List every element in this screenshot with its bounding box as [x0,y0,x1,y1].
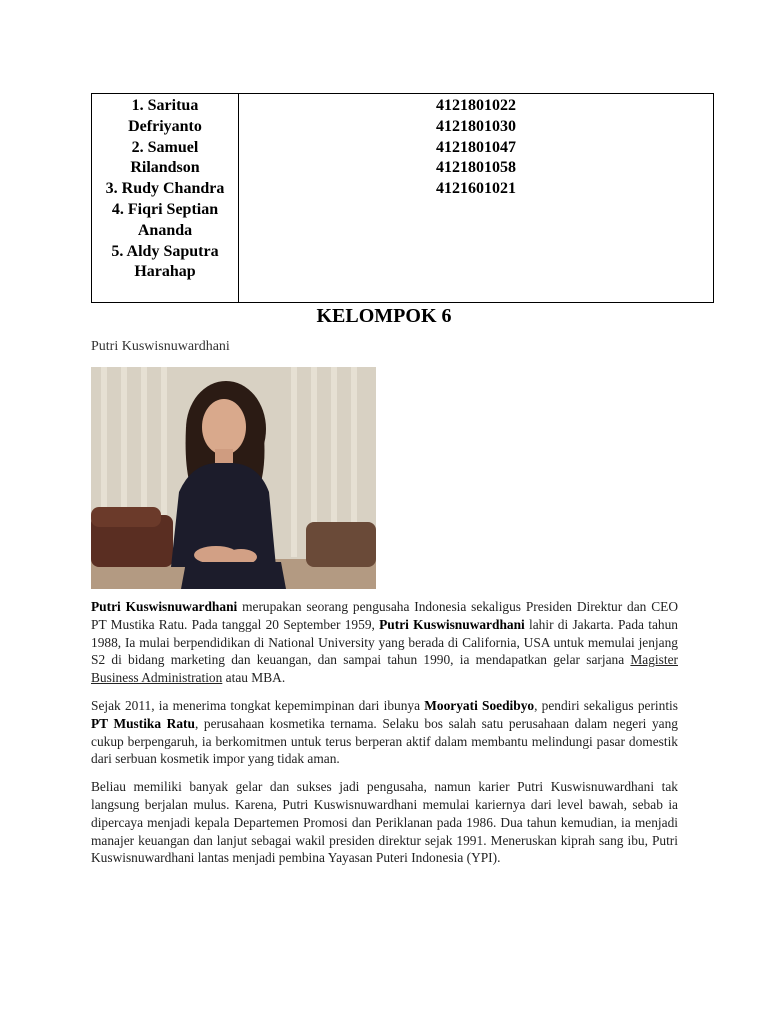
portrait-photo [91,367,376,589]
paragraph-text: merupakan seorang pengusaha Indonesia sekaligus Presiden Direktur dan CEO PT Mustika Ratu. Pada tanggal 20 September 1959, [91,599,678,632]
subject-name: Putri Kuswisnuwardhani [91,339,230,354]
member-name: 3. Rudy Chandra [105,180,225,198]
portrait-photo-icon [91,367,376,589]
biography-text [91,598,678,877]
person-name: Putri Kuswisnuwardhani [379,616,525,632]
member-id: 4121801030 [436,117,516,135]
paragraph-1 [91,598,678,687]
member-name: 2. Samuel Rilandson [130,138,200,177]
member-id: 4121801047 [436,138,516,156]
member-id: 4121801022 [436,97,516,114]
member-name: 1. Saritua Defriyanto [128,97,202,135]
table-row [92,94,714,303]
member-name: 5. Aldy Saputra Harahap [111,242,219,281]
member-names-cell [92,94,239,303]
paragraph-text: lahir di Jakarta. Pada tahun 1988, Ia mulai berpendidikan di National University yang berada di California, USA untuk memulai jenjang S2 di bidang marketing dan keuangan, dan sampai tahun 1990, ia mendapatkan gelar sarjana [91,616,678,668]
paragraph-text: Sejak 2011, ia menerima tongkat kepemimpinan dari ibunya [91,697,425,713]
group-title: KELOMPOK 6 [316,305,452,327]
member-id: 4121801058 [436,159,516,177]
member-ids-cell [239,94,714,303]
members-table [91,93,714,303]
paragraph-text: , perusahaan kosmetika ternama. Selaku bos salah satu perusahaan dalam negeri yang cukup berpengaruh, ia berkomitmen untuk terus berperan aktif dalam membantu melindungi pasar domestik dari serbuan kosmetik impor yang tidak aman. [91,715,678,767]
paragraph-text: , pendiri sekaligus perintis [534,697,678,713]
member-name: 4. Fiqri Septian Ananda [111,200,219,239]
member-id: 4121601021 [436,180,516,198]
person-name: Putri Kuswisnuwardhani [91,599,238,614]
paragraph-3: Beliau memiliki banyak gelar dan sukses jadi pengusaha, namun karier Putri Kuswisnuwardhani tak langsung berjalan mulus. Karena, Putri Kuswisnuwardhani memulai kariernya dari level bawah, sebab ia dipercaya menjadi kepala Departemen Promosi dan Periklanan pada 1986. Dua tahun kemudian, ia menjadi manajer keuangan dan lanjut sebagai wakil presiden direktur sejak 1991. Meneruskan kiprah sang ibu, Putri Kuswisnuwardhani lantas menjadi pembina Yayasan Puteri Indonesia (YPI). [91,779,678,866]
paragraph-2 [91,697,678,768]
mother-name: Mooryati Soedibyo [424,697,535,713]
degree-link[interactable]: Magister Business Administration [91,652,678,686]
paragraph-text: atau MBA. [222,670,286,686]
company-name: PT Mustika Ratu [91,715,195,731]
